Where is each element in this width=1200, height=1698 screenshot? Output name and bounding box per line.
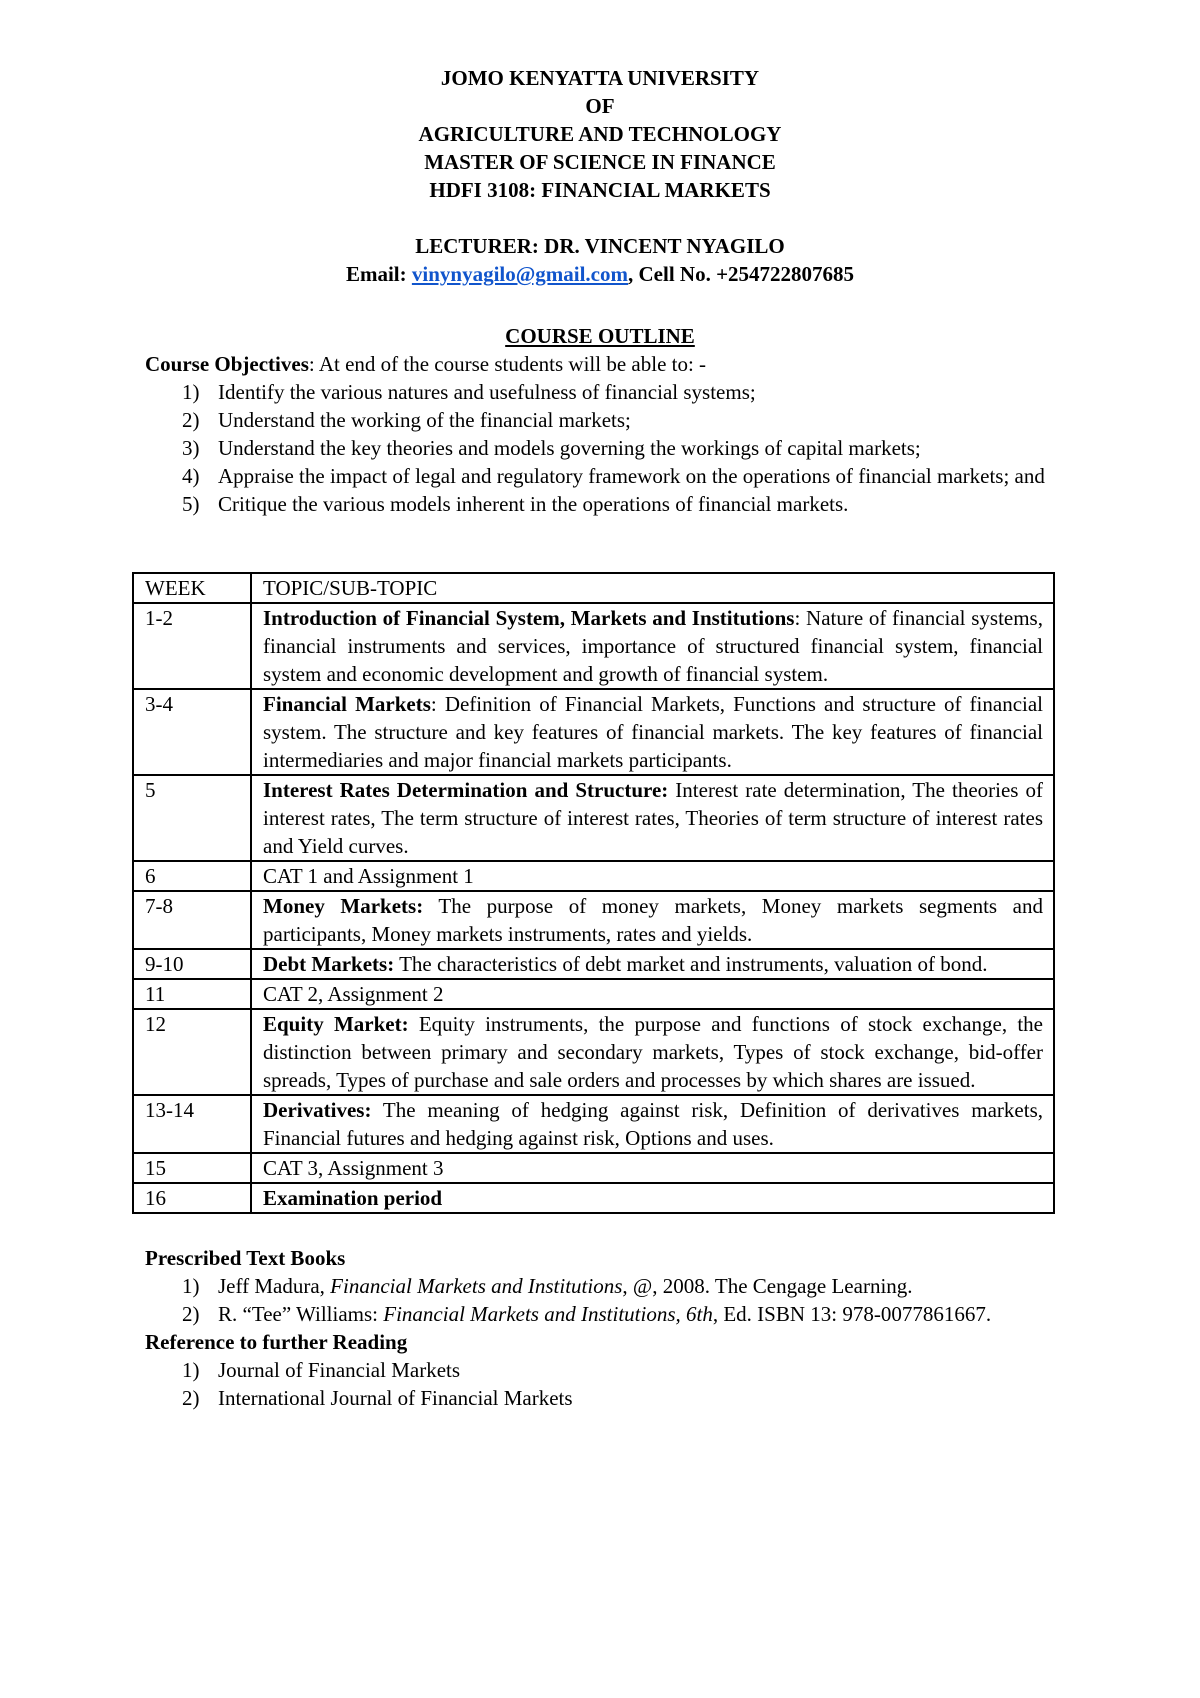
objective-item	[145, 378, 1055, 406]
table-header-row	[133, 573, 1054, 603]
topic-cell	[251, 603, 1054, 689]
topic-title: Examination period	[263, 1186, 443, 1210]
topic-cell	[251, 861, 1054, 891]
reading-item	[145, 1356, 1055, 1384]
header-week: WEEK	[133, 573, 251, 603]
week-cell: 13-14	[133, 1095, 251, 1153]
topic-cell	[251, 775, 1054, 861]
week-cell: 12	[133, 1009, 251, 1095]
topic-text: CAT 1 and Assignment 1	[263, 864, 474, 888]
objective-text: Understand the working of the financial markets;	[218, 408, 631, 432]
topic-text: The characteristics of debt market and instruments, valuation of bond.	[394, 952, 988, 976]
objectives-intro-text: : At end of the course students will be able to: -	[308, 352, 707, 376]
table-row	[133, 1009, 1054, 1095]
textbook-item	[145, 1272, 1055, 1300]
schedule-table-wrap	[132, 572, 1055, 1214]
table-row	[133, 689, 1054, 775]
table-row	[133, 979, 1054, 1009]
reading-list	[145, 1356, 1055, 1412]
topic-title: Debt Markets:	[263, 952, 395, 976]
reading-title: Reference to further Reading	[145, 1330, 408, 1354]
objective-number: 2)	[182, 408, 200, 432]
objective-number: 4)	[182, 464, 200, 488]
topic-title: Equity Market:	[263, 1012, 409, 1036]
week-cell: 1-2	[133, 603, 251, 689]
objective-text: Critique the various models inherent in the operations of financial markets.	[218, 492, 849, 516]
textbooks-title: Prescribed Text Books	[145, 1246, 346, 1270]
university-of: OF	[585, 94, 615, 118]
topic-text: CAT 3, Assignment 3	[263, 1156, 444, 1180]
objective-text: Appraise the impact of legal and regulatory framework on the operations of financial markets; and	[218, 464, 1045, 488]
email-link[interactable]: vinynyagilo@gmail.com	[411, 262, 628, 286]
header-topic: TOPIC/SUB-TOPIC	[251, 573, 1054, 603]
references-section	[145, 1244, 1055, 1412]
objectives-intro	[145, 350, 1055, 378]
objective-number: 3)	[182, 436, 200, 460]
topic-cell	[251, 1183, 1054, 1213]
textbook-author: R. “Tee” Williams:	[218, 1302, 384, 1326]
reading-item	[145, 1384, 1055, 1412]
contact-line	[0, 260, 1200, 288]
objective-item	[145, 462, 1055, 490]
topic-title: Introduction of Financial System, Markets and Institutions	[263, 606, 795, 630]
topic-text: Equity instruments, the purpose and functions of stock exchange, the distinction between primary and secondary markets, Types of stock exchange, bid-offer spreads, Types of purchase and sale orders and processes by which shares are issued.	[263, 1012, 1043, 1092]
topic-cell	[251, 689, 1054, 775]
topic-text: The purpose of money markets, Money markets segments and participants, Money markets instruments, rates and yields.	[263, 894, 1043, 946]
program-name: MASTER OF SCIENCE IN FINANCE	[424, 150, 776, 174]
week-cell: 15	[133, 1153, 251, 1183]
week-cell: 3-4	[133, 689, 251, 775]
table-row	[133, 1183, 1054, 1213]
reading-number: 1)	[182, 1358, 200, 1382]
topic-cell	[251, 949, 1054, 979]
objective-item	[145, 406, 1055, 434]
topic-cell	[251, 1009, 1054, 1095]
course-objectives	[145, 350, 1055, 518]
week-cell: 11	[133, 979, 251, 1009]
table-row	[133, 891, 1054, 949]
textbook-details: , Ed. ISBN 13: 978-0077861667.	[712, 1302, 992, 1326]
objective-item	[145, 490, 1055, 518]
topic-text: The meaning of hedging against risk, Definition of derivatives markets, Financial futures and hedging against risk, Options and uses.	[263, 1098, 1043, 1150]
topic-text: CAT 2, Assignment 2	[263, 982, 444, 1006]
textbooks-list	[145, 1272, 1055, 1328]
textbook-title: Financial Markets and Institutions	[330, 1274, 623, 1298]
objective-text: Understand the key theories and models governing the workings of capital markets;	[218, 436, 921, 460]
table-row	[133, 1095, 1054, 1153]
topic-title: Interest Rates Determination and Structure:	[263, 778, 669, 802]
email-label: Email:	[345, 262, 412, 286]
textbook-author: Jeff Madura,	[218, 1274, 331, 1298]
objectives-label: Course Objectives	[145, 352, 309, 376]
week-cell: 5	[133, 775, 251, 861]
objective-number: 5)	[182, 492, 200, 516]
university-name: JOMO KENYATTA UNIVERSITY	[440, 66, 760, 90]
week-cell: 9-10	[133, 949, 251, 979]
table-body	[133, 603, 1054, 1213]
topic-title: Financial Markets	[263, 692, 431, 716]
topic-text: Interest rate determination, The theories of interest rates, The term structure of interest rates, Theories of term structure of interest rates and Yield curves.	[263, 778, 1043, 858]
topic-text: : Definition of Financial Markets, Functions and structure of financial system. The structure and key features of financial markets. The key features of financial intermediaries and major financial markets participants.	[263, 692, 1044, 772]
table-row	[133, 603, 1054, 689]
objective-number: 1)	[182, 380, 200, 404]
week-cell: 7-8	[133, 891, 251, 949]
textbook-number: 1)	[182, 1274, 200, 1298]
reading-number: 2)	[182, 1386, 200, 1410]
topic-text: : Nature of financial systems, financial instruments and services, importance of structured financial system, financial system and economic development and growth of financial system.	[263, 606, 1043, 686]
topic-title: Money Markets:	[263, 894, 424, 918]
textbook-details: , @, 2008. The Cengage Learning.	[622, 1274, 913, 1298]
university-subtitle: AGRICULTURE AND TECHNOLOGY	[418, 122, 782, 146]
document-header	[0, 64, 1200, 288]
topic-cell	[251, 979, 1054, 1009]
table-row	[133, 775, 1054, 861]
objectives-list	[145, 378, 1055, 518]
topic-cell	[251, 1095, 1054, 1153]
topic-title: Derivatives:	[263, 1098, 372, 1122]
week-cell: 16	[133, 1183, 251, 1213]
course-code: HDFI 3108: FINANCIAL MARKETS	[429, 178, 771, 202]
week-cell: 6	[133, 861, 251, 891]
reading-text: Journal of Financial Markets	[218, 1358, 461, 1382]
cell-number: , Cell No. +254722807685	[628, 262, 855, 286]
table-row	[133, 949, 1054, 979]
textbook-number: 2)	[182, 1302, 200, 1326]
lecturer-name: LECTURER: DR. VINCENT NYAGILO	[415, 234, 785, 258]
course-outline-title: COURSE OUTLINE	[505, 324, 695, 348]
schedule-table	[132, 572, 1055, 1214]
topic-cell	[251, 1153, 1054, 1183]
textbook-item	[145, 1300, 1055, 1328]
textbook-title: Financial Markets and Institutions, 6th	[383, 1302, 713, 1326]
topic-cell	[251, 891, 1054, 949]
table-row	[133, 861, 1054, 891]
table-row	[133, 1153, 1054, 1183]
objective-text: Identify the various natures and usefulness of financial systems;	[218, 380, 756, 404]
objective-item	[145, 434, 1055, 462]
reading-text: International Journal of Financial Markets	[218, 1386, 573, 1410]
